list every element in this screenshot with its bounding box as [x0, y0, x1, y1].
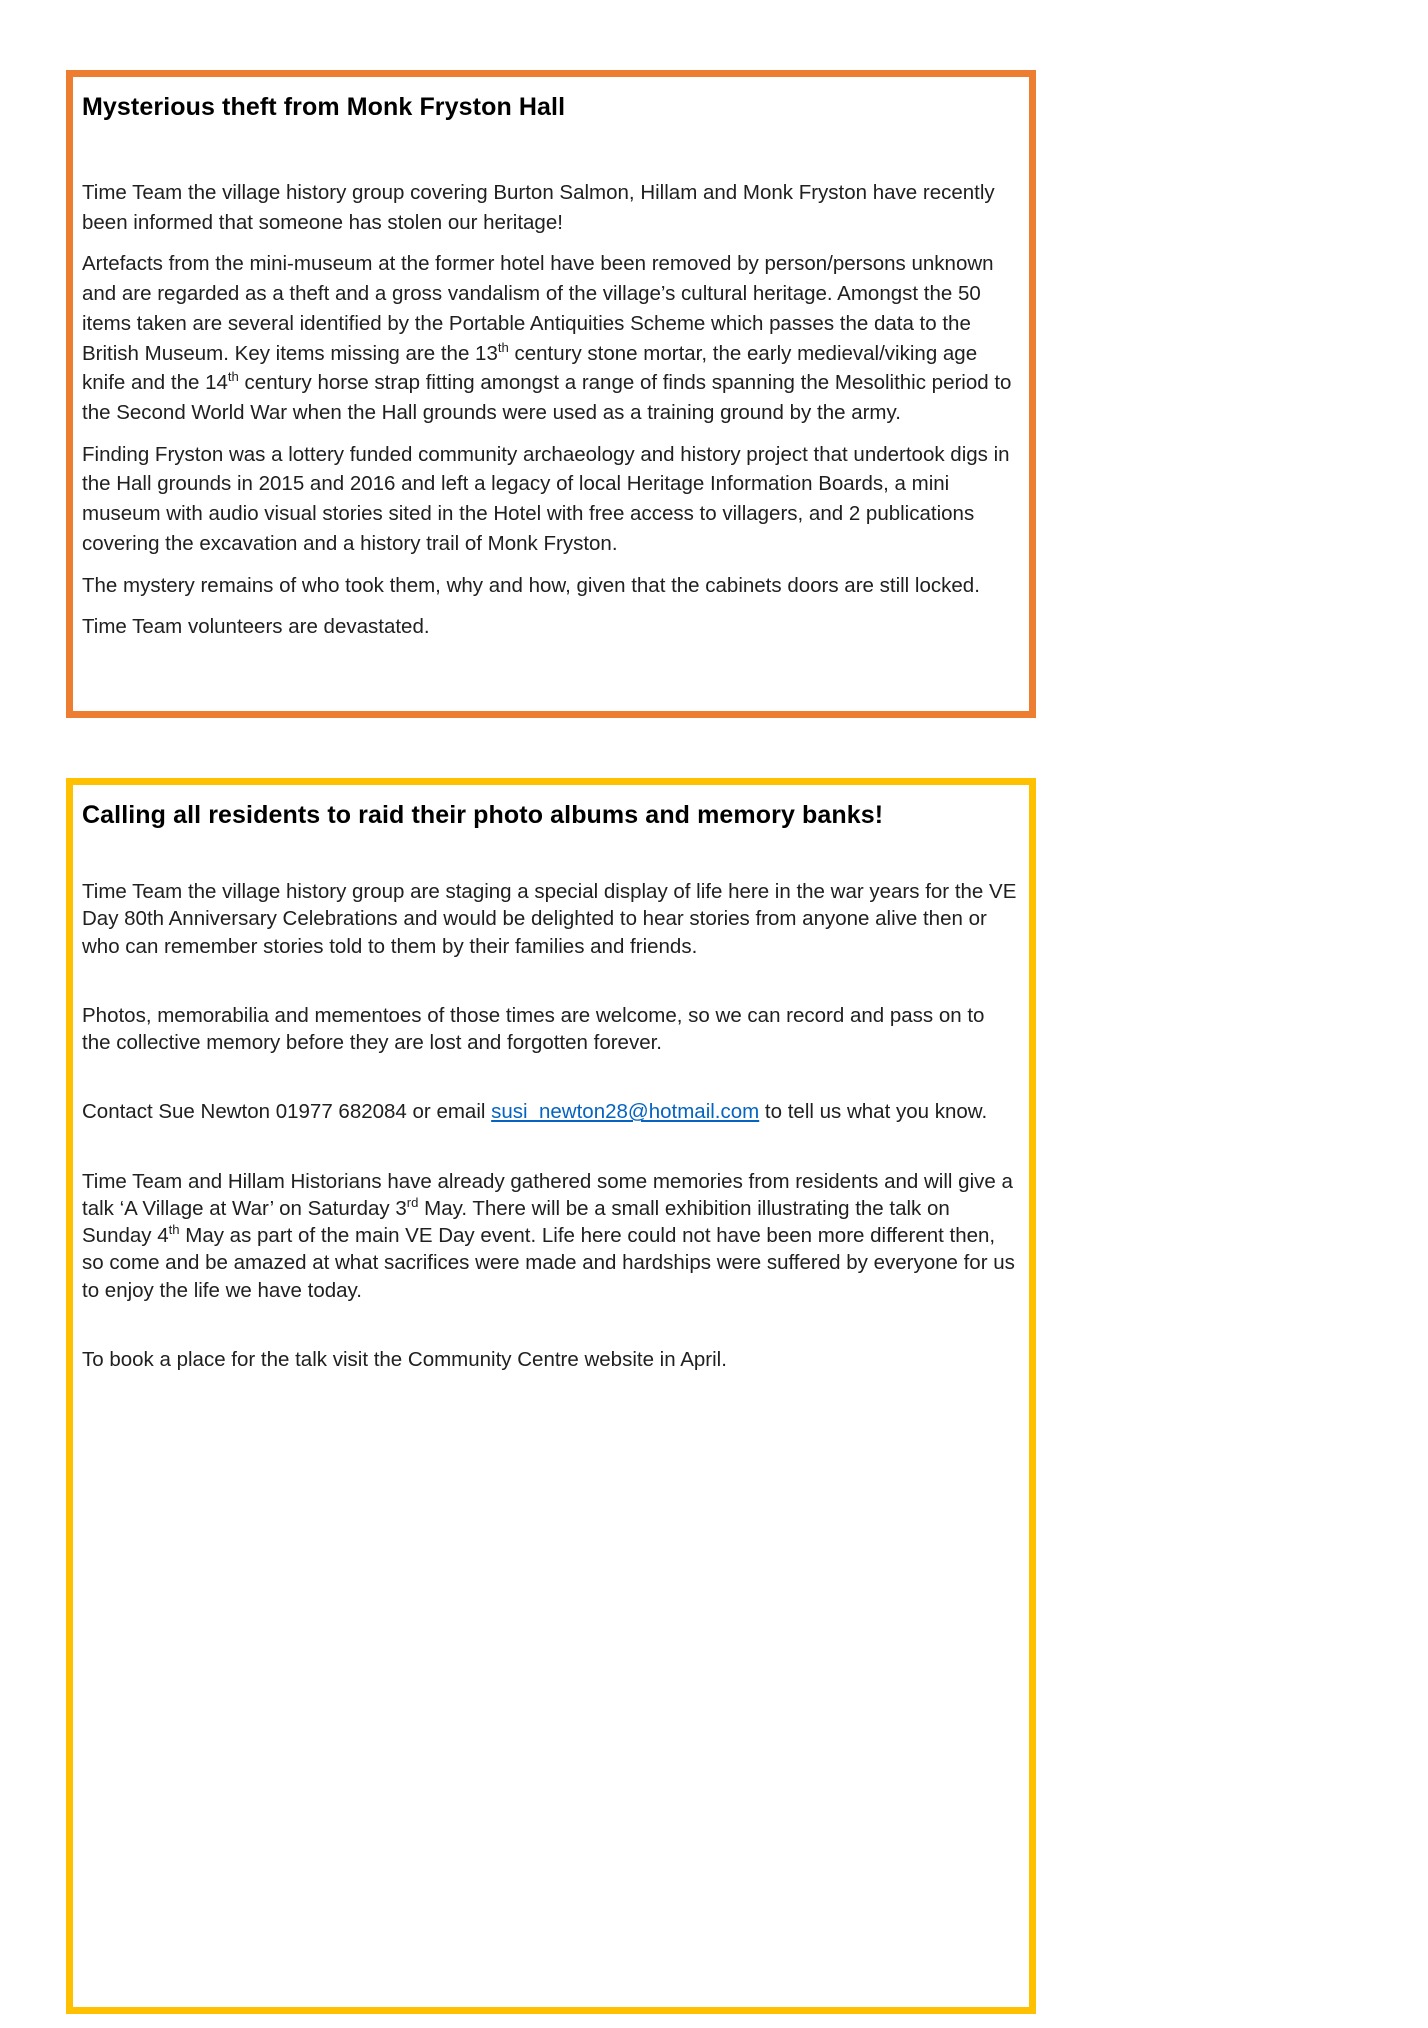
ordinal-superscript: th	[168, 1222, 180, 1238]
paragraph: Artefacts from the mini-museum at the former hotel have been removed by person/persons unknown and are regarded as a theft and a gross vandalism of the village’s cultural heritage. Amongst the 50 items taken are several identified by the Portable Antiquities Scheme which passes the data to the British Museum. Key items missing are the 13th century stone mortar, the early medieval/viking age knife and the 14th century horse strap fitting amongst a range of finds spanning the Mesolithic period to the Second World War when the Hall grounds were used as a training ground by the army.	[82, 252, 1012, 425]
paragraph: Photos, memorabilia and mementoes of those times are welcome, so we can record and pass on to the collective memory before they are lost and forgotten forever.	[82, 1003, 985, 1054]
article-theft-body	[73, 178, 1029, 642]
paragraph: Time Team and Hillam Historians have already gathered some memories from residents and will give a talk ‘A Village at War’ on Saturday 3rd May. There will be a small exhibition illustrating the talk on Sunday 4th May as part of the main VE Day event. Life here could not have been more different then, so come and be amazed at what sacrifices were made and hardships were suffered by everyone for us to enjoy the life we have today.	[82, 1169, 1015, 1302]
article-photos-body	[73, 878, 1029, 1373]
paragraph: Finding Fryston was a lottery funded community archaeology and history project that undertook digs in the Hall grounds in 2015 and 2016 and left a legacy of local Heritage Information Boards, a mini museum with audio visual stories sited in the Hotel with free access to villagers, and 2 publications covering the excavation and a history trail of Monk Fryston.	[82, 442, 1010, 555]
ordinal-superscript: rd	[406, 1194, 419, 1210]
paragraph: To book a place for the talk visit the Community Centre website in April.	[82, 1347, 727, 1371]
paragraph: Time Team the village history group are staging a special display of life here in the war years for the VE Day 80th Anniversary Celebrations and would be delighted to hear stories from anyone alive then or who can remember stories told to them by their families and friends.	[82, 880, 1017, 958]
article-photos-box	[66, 778, 1036, 2014]
ordinal-superscript: th	[497, 339, 509, 355]
paragraph: The mystery remains of who took them, why and how, given that the cabinets doors are still locked.	[82, 573, 980, 597]
paragraph: Time Team the village history group covering Burton Salmon, Hillam and Monk Fryston have recently been informed that someone has stolen our heritage!	[82, 181, 995, 234]
article-photos-title: Calling all residents to raid their photo albums and memory banks!	[82, 801, 884, 829]
ordinal-superscript: th	[227, 369, 239, 385]
paragraph: Time Team volunteers are devastated.	[82, 615, 430, 639]
article-theft-box	[66, 70, 1036, 718]
email-link[interactable]: susi_newton28@hotmail.com	[491, 1100, 760, 1124]
article-theft-title: Mysterious theft from Monk Fryston Hall	[82, 93, 566, 121]
paragraph: Contact Sue Newton 01977 682084 or email susi_newton28@hotmail.com to tell us what you know.	[82, 1100, 988, 1124]
